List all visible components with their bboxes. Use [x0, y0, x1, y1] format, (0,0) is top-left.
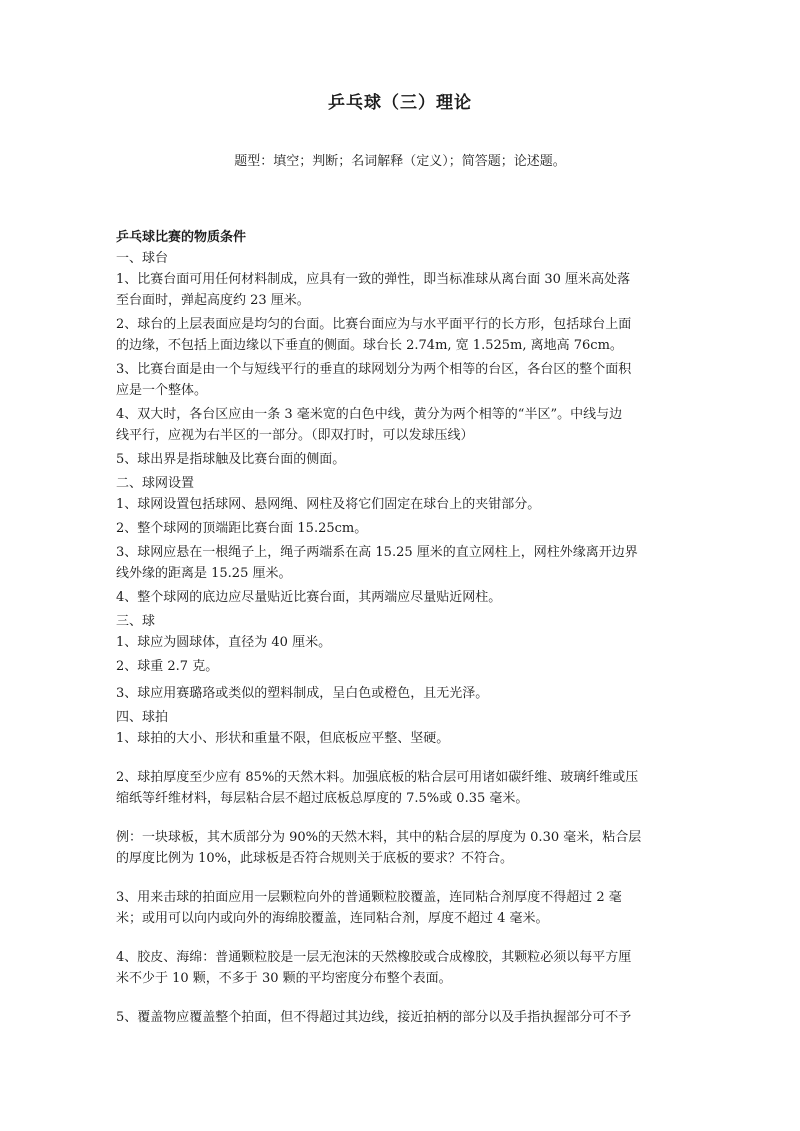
text-line: 3、用来击球的拍面应用一层颗粒向外的普通颗粒胶覆盖，连同粘合剂厚度不得超过 2 毫	[116, 890, 622, 905]
paragraph-racket-5: 5、覆盖物应覆盖整个拍面，但不得超过其边线，接近拍柄的部分以及手指执握部分可不予	[116, 1010, 632, 1025]
subsection-heading-racket: 四、球拍	[116, 710, 169, 725]
paragraph-ball-1: 1、球应为圆球体，直径为 40 厘米。	[116, 635, 332, 650]
subsection-heading-ball: 三、球	[116, 614, 156, 629]
paragraph-table-4	[116, 404, 686, 446]
text-line: 缩纸等纤维材料，每层粘合层不超过底板总厚度的 7.5%或 0.35 毫米。	[116, 791, 529, 806]
paragraph-racket-example	[116, 827, 686, 869]
text-line: 例：一块球板，其木质部分为 90%的天然木料，其中的粘合层的厚度为 0.30 毫米，粘合层	[116, 830, 642, 845]
text-line: 4、双大时，各台区应由一条 3 毫米宽的白色中线，黄分为两个相等的“半区”。中线与边	[116, 407, 623, 422]
paragraph-table-5: 5、球出界是指球触及比赛台面的侧面。	[116, 452, 346, 467]
paragraph-net-1: 1、球网设置包括球网、悬网绳、网柱及将它们固定在球台上的夹钳部分。	[116, 497, 541, 512]
question-types-line: 题型：填空；判断；名词解释（定义）；简答题；论述题。	[234, 154, 566, 169]
paragraph-racket-2	[116, 767, 686, 809]
text-line: 4、胶皮、海绵：普通颗粒胶是一层无泡沫的天然橡胶或合成橡胶，其颗粒必须以每平方厘	[116, 950, 632, 965]
text-line: 米；或用可以向内或向外的海绵胶覆盖，连同粘合剂，厚度不超过 4 毫米。	[116, 911, 549, 926]
text-line: 线平行，应视为右半区的一部分。（即双打时，可以发球压线）	[116, 428, 474, 443]
text-line: 1、比赛台面可用任何材料制成，应具有一致的弹性，即当标准球从离台面 30 厘米高处落	[116, 272, 631, 287]
subsection-heading-table: 一、球台	[116, 251, 169, 266]
document-title: 乒乓球（三）理论	[328, 93, 472, 113]
text-line: 的厚度比例为 10%，此球板是否符合规则关于底板的要求？不符合。	[116, 851, 514, 866]
text-line: 3、比赛台面是由一个与短线平行的垂直的球网划分为两个相等的台区，各台区的整个面积	[116, 362, 632, 377]
paragraph-net-2: 2、整个球网的顶端距比赛台面 15.25cm。	[116, 521, 368, 536]
text-line: 2、球拍厚度至少应有 85%的天然木料。加强底板的粘合层可用诸如碳纤维、玻璃纤维或压	[116, 770, 639, 785]
paragraph-table-3	[116, 359, 686, 401]
text-line: 米不少于 10 颗，不多于 30 颗的平均密度分布整个表面。	[116, 971, 452, 986]
paragraph-net-4: 4、整个球网的底边应尽量贴近比赛台面，其两端应尽量贴近网柱。	[116, 590, 502, 605]
document-body	[116, 227, 686, 1028]
paragraph-racket-3	[116, 887, 686, 929]
paragraph-racket-4	[116, 947, 686, 989]
text-line: 应是一个整体。	[116, 383, 208, 398]
paragraph-net-3	[116, 542, 686, 584]
paragraph-racket-1: 1、球拍的大小、形状和重量不限，但底板应平整、坚硬。	[116, 731, 450, 746]
text-line: 2、球台的上层表面应是均匀的台面。比赛台面应为与水平面平行的长方形，包括球台上面	[116, 317, 632, 332]
text-line: 3、球网应悬在一根绳子上，绳子两端系在高 15.25 厘米的直立网柱上，网柱外缘离开边界	[116, 545, 638, 560]
paragraph-ball-3: 3、球应用赛璐珞或类似的塑料制成，呈白色或橙色，且无光泽。	[116, 686, 489, 701]
paragraph-table-2	[116, 314, 686, 356]
text-line: 线外缘的距离是 15.25 厘米。	[116, 566, 292, 581]
section-heading: 乒乓球比赛的物质条件	[116, 230, 247, 245]
text-line: 至台面时，弹起高度约 23 厘米。	[116, 293, 310, 308]
subsection-heading-net: 二、球网设置	[116, 476, 195, 491]
text-line: 的边缘，不包括上面边缘以下垂直的侧面。球台长 2.74m, 宽 1.525m, 离地高 76cm。	[116, 338, 623, 353]
paragraph-ball-2: 2、球重 2.7 克。	[116, 659, 219, 674]
paragraph-table-1	[116, 269, 686, 311]
